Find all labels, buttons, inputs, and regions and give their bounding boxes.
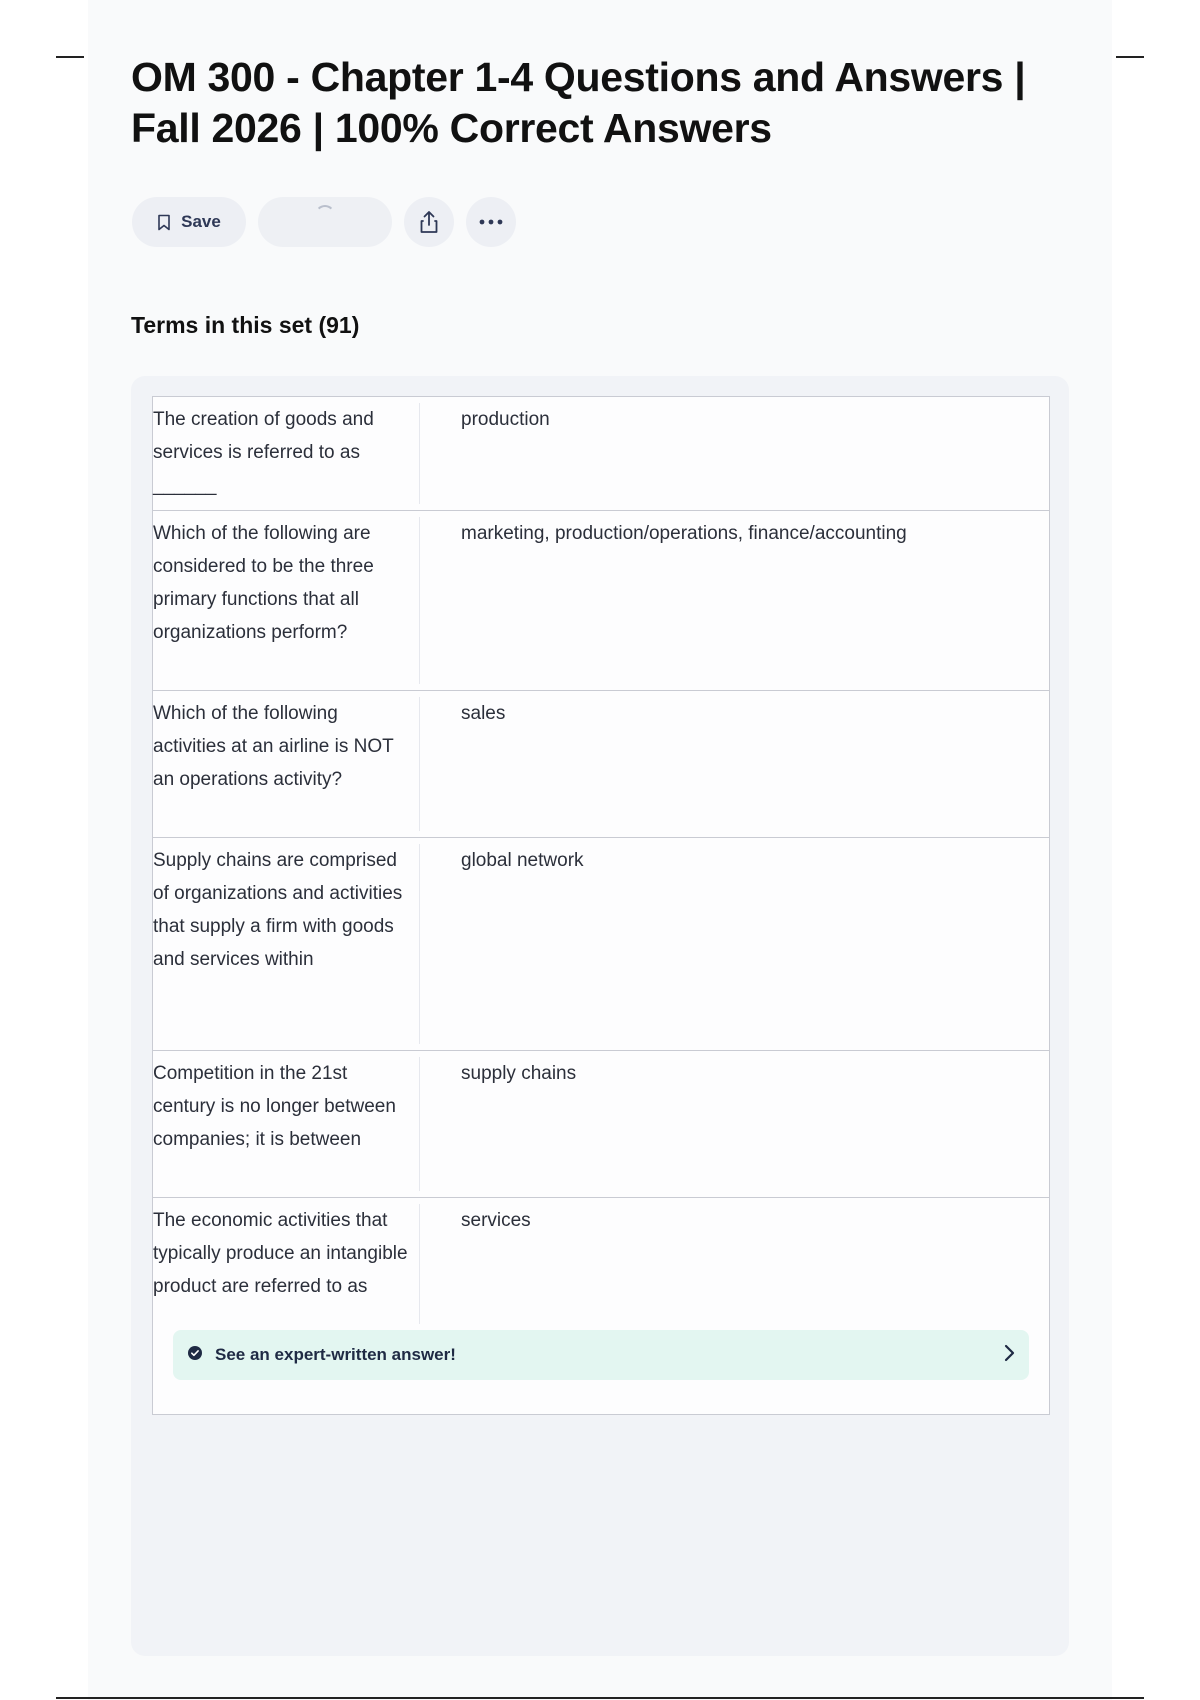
save-button-label: Save [181,212,221,231]
column-divider [419,1057,420,1191]
bottom-rule [56,1697,1144,1699]
term-row[interactable] [153,838,1049,1051]
crop-mark-top-right [1116,56,1144,58]
term-text: Competition in the 21st century is no longer between companies; it is between [153,1063,396,1150]
term-row[interactable] [153,397,1049,511]
definition-text: global network [461,850,584,871]
column-divider [419,517,420,684]
term-text: Supply chains are comprised of organizations and activities that supply a firm with goods and services within [153,850,403,970]
definition-text: production [461,409,550,430]
expert-answer-banner[interactable] [173,1330,1029,1380]
share-icon [418,210,440,234]
definition-text: supply chains [461,1063,577,1084]
column-divider [419,844,420,1044]
definition-text: sales [461,703,506,724]
more-options-button[interactable] [466,197,516,247]
terms-heading: Terms in this set (91) [131,312,360,338]
bookmark-icon [157,214,171,231]
share-button[interactable] [404,197,454,247]
term-text: Which of the following activities at an airline is NOT an operations activity? [153,703,394,790]
term-row[interactable] [153,691,1049,838]
column-divider [419,697,420,831]
terms-table [152,396,1050,1415]
chevron-right-icon [1003,1344,1015,1367]
loading-button[interactable] [258,197,392,247]
page-title: OM 300 - Chapter 1-4 Questions and Answers | Fall 2026 | 100% Correct Answers [131,54,1026,151]
crop-mark-top-left [56,56,84,58]
term-text: The creation of goods and services is referred to as ______ [153,409,374,496]
term-row[interactable] [153,1198,1049,1414]
definition-text: services [461,1210,531,1231]
term-text: The economic activities that typically produce an intangible product are referred to as [153,1210,408,1297]
verified-badge-icon [187,1345,203,1366]
term-row[interactable] [153,1051,1049,1198]
column-divider [419,1204,420,1324]
column-divider [419,403,420,504]
save-button[interactable] [132,197,246,247]
more-horizontal-icon [479,219,503,225]
term-text: Which of the following are considered to be the three primary functions that all organizations perform? [153,523,374,643]
expert-answer-label: See an expert-written answer! [215,1345,456,1364]
definition-text: marketing, production/operations, finance/accounting [461,523,907,544]
term-row[interactable] [153,511,1049,691]
loading-spinner-icon [315,205,335,225]
